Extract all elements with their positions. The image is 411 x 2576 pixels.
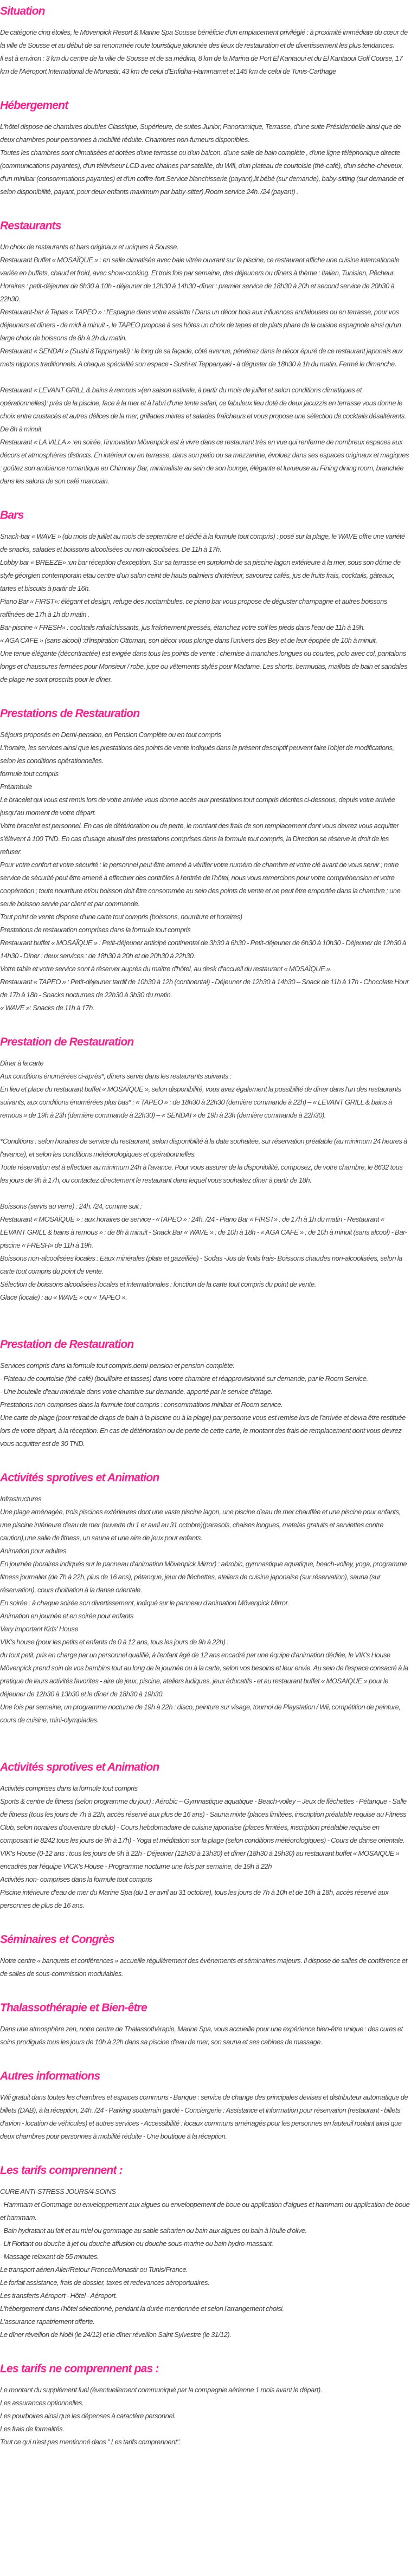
paragraph: Sports & centre de fitness (selon programme du jour) : Aérobic – Gymnastique aquatique - Beach-volley – Jeux de fléchettes - Pétanque - Salle de fitness (tous les jours de 7h à 22h, accès réservé aux plus de 16 ans) - Sauna mixte (places limitées, inscription préalable requise au Fitness Club, selon horaires d'ouverture du club) - Cours hebdomadaire de cuisine japonaise (places limitées, inscription préalable requise en composant le 8242 tous les jours de 9h à 17h) - Yoga et méditation sur la plage (selon conditions météorologiques) - Cours de danse orientale. <box>0 1797 407 1844</box>
paragraph: Une tenue élégante (décontractée) est exigée dans tous les points de vente : chemise à manches longues ou courtes, polo avec col, pantalons longs et chaussures fermées pour Monsieur / robe, jupe ou vêtements stylés pour Madame. Les shorts, bermudas, maillots de bain et sandales de plage ne sont proscrits pour le dîner. <box>0 649 408 683</box>
paragraph: Une carte de plage (pour retrait de draps de bain à la piscine ou à la plage) par personne vous est remise lors de l'arrivée et devra être restituée lors de votre départ, à la réception. En cas de détérioration ou de perte de cette carte, le montant des frais de remplacement dont vous devrez vous acquitter est de 30 TND. <box>0 1413 406 1448</box>
paragraph: Restaurant « MOSAÏQUE » : aux horaires de service - «TAPEO » : 24h. /24 - Piano Bar « FIRST» : de 17h à 1h du matin - Restaurant « LEVANT GRILL & bains à remous » : de 8h à minuit - Snack Bar « WAVE » : de 10h à 18h - « AGA CAFE » : de 10h à minuit (sans alcool) - Bar-piscine « FRESH» de 11h à 19h. <box>0 1215 407 1249</box>
paragraph: Piano Bar « FIRST»: élégant et design, refuge des noctambules, ce piano bar vous propose de déguster champagne et autres boissons raffinées de 17h à 1h du matin . <box>0 597 387 618</box>
section-restaurants <box>0 215 411 488</box>
paragraph: Une plage aménagée, trois piscines extérieures dont une vaste piscine lagon, une piscine d'eau de mer chauffée et une piscine pour enfants, une piscine intérieure d'eau de mer (ouverte du 1 er avril au 31 octobre)(parasols, chaises longues, matelas gratuits et serviettes contre caution),une salle de fitness, un sauna et une aire de jeux pour enfants. <box>0 1508 401 1542</box>
paragraph: Le bracelet qui vous est remis lors de votre arrivée vous donne accès aux prestations tout compris décrites ci-dessous, depuis votre arrivée jusqu'au moment de votre départ. <box>0 796 395 817</box>
paragraph: Piscine intérieure d'eau de mer du Marine Spa (du 1 er avril au 31 octobre), tous les jours de 7h à 10h et de 16h à 18h, accès réservé aux personnes de plus de 16 ans. <box>0 1888 389 1909</box>
section-heading: Prestations de Restauration <box>0 707 140 720</box>
paragraph: Aux conditions énumérées ci-après*, dîners servis dans les restaurants suivants : <box>0 1072 232 1080</box>
paragraph: Toute réservation est à effectuer au minimum 24h à l'avance. Pour vous assurer de la disponibilité, composez, de votre chambre, le 8632 tous les jours de 9h à 17h, ou contactez directement le restaurant dans lequel vous souhaitez dîner à partir de 18h. <box>0 1163 403 1184</box>
paragraph: Le forfait assistance, frais de dossier, taxes et redevances aéroportuaires. <box>0 2278 210 2287</box>
section-heading: Activités sprotives et Animation <box>0 1761 159 1773</box>
section-heading: Activités sprotives et Animation <box>0 1471 159 1484</box>
section-heading: Les tarifs comprennent : <box>0 2164 123 2177</box>
paragraph: - Une bouteille d'eau minérale dans votre chambre sur demande, apporté par le service d'étage. <box>0 1387 273 1396</box>
paragraph: Tout ce qui n'est pas mentionné dans " Les tarifs comprennent". <box>0 2438 181 2446</box>
section-les-tarifs-comprennent <box>0 2159 411 2341</box>
paragraph: Wifi gratuit dans toutes les chambres et espaces communs - Banque : service de change des principales devises et distributeur automatique de billets (DAB), à la réception, 24h. /24 - Parking souterrain gardé - Conciergerie : Assistance et information pour réservation (restaurant - billets d'avion - location de véhicules) et autres services - Accessibilité : locaux communs aménagés pour les personnes en fauteuil roulant ainsi que deux chambres pour personnes à mobilité réduite - Une boutique à la réception. <box>0 2093 408 2140</box>
spacer <box>0 371 411 384</box>
paragraph: formule tout compris <box>0 770 59 778</box>
paragraph: Animation en journée et en soirée pour enfants <box>0 1612 134 1620</box>
paragraph: Préambule <box>0 783 32 791</box>
paragraph: Restaurant buffet « MOSAÏQUE » : Petit-déjeuner anticipé continental de 3h30 à 6h30 - Petit-déjeuner de 6h30 à 10h30 - Déjeuner de 12h30 à 14h30 - Dîner : deux services : de 18h30 à 20h et de 20h30 à 22h30. <box>0 939 406 960</box>
paragraph: Restaurant « SENDAI » (Sushi &Teppanyaki) : le long de sa façade, côté avenue, pénétrez dans le décor épuré de ce restaurant japonais aux mets nippons traditionnels. A chaque spécialité son espace - Sushi et Teppanyaki - à déguster de 18h30 à 1h du matin. Fermé le dimanche. <box>0 347 403 368</box>
paragraph: Services compris dans la formule tout compris,demi-pension et pension-complète: <box>0 1361 235 1370</box>
paragraph: Toutes les chambres sont climatisées et dotées d'une terrasse ou d'un balcon, d'une salle de bain complète , d'une ligne téléphonique directe (communications payantes), d'un téléviseur LCD avec chaines par satellite, du Wifi, d'un plateau de courtoisie (thé-café), d'un sèche-cheveux, d'un minibar (consommations payantes) et d'un coffre-fort.Service blanchisserie (payant),lit bébé (sur demande), baby-sitting (sur demande et selon disponibilité, payant, pour deux enfants maximum par baby-sitter),Room service 24h. /24 (payant) . <box>0 149 404 196</box>
paragraph: Infrastructures <box>0 1495 42 1503</box>
section-heading: Situation <box>0 5 45 17</box>
paragraph: Les pourboires ainsi que les dépenses à caractère personnel. <box>0 2412 176 2420</box>
section-les-tarifs-ne-comprennent-pas <box>0 2358 411 2449</box>
section-bars <box>0 504 411 686</box>
paragraph: Un choix de restaurants et bars originaux et uniques à Sousse. <box>0 243 179 251</box>
paragraph: L'horaire, les services ainsi que les prestations des points de vente indiqués dans le présent descriptif peuvent faire l'objet de modifications, selon les conditions opérationnelles. <box>0 744 394 765</box>
paragraph: Les frais de formalités. <box>0 2425 65 2433</box>
paragraph: du tout petit, pris en charge par un personnel qualifié, à l'enfant âgé de 12 ans encadré par une équipe d'animation dédiée, le VIK's House Mövenpick prend soin de vos bambins tout au long de la journée ou à la carte, selon vos besoins et leur envie. Au sein de l'espace consacré à la pratique de leurs activités favorites - aire de jeux, piscine, ateliers ludiques, jeux éducatifs - et au restaurant buffet « MOSAIQUE » pour le déjeuner de 12h30 à 13h30 et le dîner de 18h30 à 19h30. <box>0 1651 408 1698</box>
paragraph: Le dîner réveillon de Noël (le 24/12) et le dîner réveillon Saint Sylvestre (le 31/12). <box>0 2330 232 2339</box>
paragraph: Restaurant « LA VILLA » :en soirée, l'innovation Mövenpick est à vivre dans ce restaurant très en vue qui renferme de nombreux espaces aux décors et atmosphères distincts. En intérieur ou en terrasse, dans son patio ou sa mezzanine, évoluez dans ses espaces originaux et magiques : goûtez son ambiance romantique au Chimney Bar, minimaliste au sein de son lounge, élégante et luxueuse au Fining dining room, branchée dans les salons de son café marocain. <box>0 438 409 485</box>
paragraph: Séjours proposés en Demi-pension, en Pension Complète ou en tout compris <box>0 731 221 739</box>
paragraph: Restaurant « TAPEO » : Petit-déjeuner tardif de 10h30 à 12h (continental) - Déjeuner de 12h30 à 14h30 – Snack de 11h à 17h - Chocolate Hour de 17h à 18h - Snacks nocturnes de 22h30 à 3h30 du matin. <box>0 978 409 999</box>
paragraph: Prestations de restauration comprises dans la formule tout compris <box>0 926 191 934</box>
paragraph: Boissons (servis au verre) : 24h. /24, comme suit : <box>0 1202 142 1210</box>
paragraph: Pour votre confort et votre sécurité : le personnel peut être amené à vérifier votre numéro de chambre et votre clé avant de vous servir ; notre service de sécurité peut être amené à effectuer des contrôles à l'entrée de l'hôtel, nous vous remercions pour votre compréhension et votre coopération ; toute nourriture et/ou boisson doit être consommée au sein des points de vente et ne peut être emportée dans la chambre ; une seule boisson servie par client et par commande. <box>0 861 401 908</box>
paragraph: Glace (locale) : au « WAVE » ou « TAPEO ». <box>0 1293 127 1301</box>
paragraph: De catégorie cinq étoiles, le Mövenpick Resort & Marine Spa Sousse bénéficie d'un emplacement privilégié : à proximité immédiate du cœur de la ville de Sousse et au début de sa renommée route touristique jalonnée des lieux de restauration et de divertissement les plus tendances. <box>0 28 408 49</box>
paragraph: Snack-bar « WAVE » (du mois de juillet au mois de septembre et dédié à la formule tout compris) : posé sur la plage, le WAVE offre une variété de snacks, salades et boissons alcoolisées ou non-alcoolisées. De 11h à 17h. <box>0 532 405 553</box>
paragraph: *Conditions : selon horaires de service du restaurant, selon disponibilité à la date souhaitée, sur réservation préalable (au minimum 24 heures à l'avance), et selon les conditions météorologiques et opérationnelles. <box>0 1137 407 1158</box>
section-activites-sprotives-et-animation <box>0 1756 411 1912</box>
paragraph: Prestations non-comprises dans la formule tout compris : consommations minibar et Room service. <box>0 1400 283 1409</box>
paragraph: L'hébergement dans l'hôtel sélectionné, pendant la durée mentionnée et selon l'arrangement choisi. <box>0 2304 284 2313</box>
section-situation <box>0 0 411 78</box>
spacer <box>0 1727 411 1740</box>
paragraph: - Hammam et Gommage ou enveloppement aux algues ou enveloppement de boue ou application d'algues et hammam ou application de boue et hammam. <box>0 2200 410 2222</box>
section-heading: Bars <box>0 509 24 521</box>
section-heading: Restaurants <box>0 219 61 232</box>
paragraph: Restaurant « LEVANT GRILL & bains à remous »(en saison estivale, à partir du mois de juillet et selon conditions climatiques et opérationnelles): près de la piscine, face à la mer et à l'abri d'une tente safari, ce fabuleux lieu doté de deux jacuzzis en terrasse vous donne le choix entre crustacés et autres délices de la mer, grillades mixtes et salades fraîcheurs et vous propose une sélection de cocktails désaltérants. De 8h à minuit. <box>0 386 407 433</box>
spacer <box>0 1122 411 1135</box>
paragraph: Sélection de boissons alcoolisées locales et internationales : fonction de la carte tout compris du point de vente. <box>0 1280 316 1288</box>
spacer <box>0 1187 411 1200</box>
paragraph: « WAVE »: Snacks de 11h à 17h. <box>0 1004 95 1012</box>
paragraph: Activités comprises dans la formule tout compris <box>0 1784 138 1792</box>
paragraph: Dans une atmosphère zen, notre centre de Thalassothérapie, Marine Spa, vous accueille pour une expérience bien-être unique : des cures et soins prodigués tous les jours de 10h à 22h dans sa piscine d'eau de mer, son sauna et ses cabines de massage. <box>0 2025 403 2046</box>
section-prestations-de-restauration <box>0 702 411 1015</box>
section-thalassotherapie-et-bien-etre <box>0 1997 411 2049</box>
section-seminaires-et-congres <box>0 1928 411 1980</box>
section-heading: Les tarifs ne comprennent pas : <box>0 2362 159 2375</box>
section-heading: Autres informations <box>0 2070 100 2082</box>
paragraph: « AGA CAFE » (sans alcool) :d'inspiration Ottoman, son décor vous plonge dans l'univers des Bey et de leur épopée de 10h à minuit. <box>0 636 377 644</box>
paragraph: Restaurant-bar à Tapas « TAPEO » : l'Espagne dans votre assiette ! Dans un décor bois aux influences andalouses ou en terrasse, pour vos déjeuners et dîners - de midi à minuit -, le TAPEO propose à ses hôtes un choix de tapas et de plats phare de la cuisine espagnole ainsi qu'un large choix de boissons de 8h à 2h du matin. <box>0 308 401 342</box>
paragraph: VIK's House (0-12 ans : tous les jours de 9h à 22h - Déjeuner (12h30 à 13h30) et dîner (18h30 à 19h30) au restaurant buffet « MOSAIQUE » encadrés par l'équipe VICK's House - Programme nocturne une fois par semaine, de 19h à 22h <box>0 1849 400 1870</box>
paragraph: L'assurance rapatriement offerte. <box>0 2317 95 2326</box>
paragraph: Lobby bar « BREEZE» :un bar réception d'exception. Sur sa terrasse en surplomb de sa piscine lagon extérieure à la mer, sous son dôme de style géorgien contemporain etau centre d'un salon ceint de hauts palmiers d'intérieur, savourez cafés, jus de fruits frais, cocktails, gâteaux, tartes et biscuits à partir de 16h. <box>0 558 401 592</box>
paragraph: Tout point de vente dispose d'une carte tout compris (boissons, nourriture et horaires) <box>0 913 242 921</box>
section-heading: Séminaires et Congrès <box>0 1933 114 1946</box>
paragraph: Les transferts Aéroport - Hôtel - Aéroport. <box>0 2291 117 2300</box>
paragraph: Horaires : petit-déjeuner de 6h30 à 10h - déjeuner de 12h30 à 14h30 -dîner : premier service de 18h30 à 20h et second service de 20h30 à 22h30. <box>0 282 395 303</box>
paragraph: Boissons non-alcoolisées locales : Eaux minérales (plate et gazéifiée) - Sodas -Jus de fruits frais- Boissons chaudes non-alcoolisées, selon la carte tout compris du point de vente. <box>0 1254 402 1275</box>
spacer <box>0 1304 411 1317</box>
paragraph: VIK's house (pour les petits et enfants de 0 à 12 ans, tous les jours de 9h à 22h) : <box>0 1638 229 1646</box>
paragraph: Le montant du supplément fuel (éventuellement communiqué par la compagnie aérienne 1 mois avant le départ). <box>0 2386 323 2394</box>
paragraph: - Bain hydratant au lait et au miel ou gommage au sable saharien ou bain aux algues ou bain à l'huile d'olive. <box>0 2226 307 2235</box>
paragraph: Activités non- comprises dans la formule tout compris <box>0 1875 152 1883</box>
paragraph: - Plateau de courtoisie (thé-café) (bouilloire et tasses) dans votre chambre et réapprovisionné sur demande, par le Room Service. <box>0 1374 368 1383</box>
paragraph: L'hôtel dispose de chambres doubles Classique, Supérieure, de suites Junior, Panoramique, Terrasse, d'une suite Présidentielle ainsi que de deux chambres pour personnes à mobilité réduite. Chambres non-fumeurs disponibles. <box>0 122 401 144</box>
paragraph: - Massage relaxant de 55 minutes. <box>0 2252 99 2261</box>
section-heading: Prestation de Restauration <box>0 1036 134 1048</box>
section-heading: Hébergement <box>0 99 68 112</box>
section-prestation-de-restauration <box>0 1031 411 1317</box>
paragraph: Votre bracelet est personnel. En cas de détérioration ou de perte, le montant des frais de son remplacement dont vous devrez vous acquitter s'élèvent à 100 TND. En cas d'usage abusif des prestations comprises dans la formule tout compris, la Direction se réserve le droit de les refuser. <box>0 822 399 856</box>
paragraph: Dîner à la carte <box>0 1059 44 1067</box>
paragraph: Il est à environ : 3 km du centre de la ville de Sousse et de sa médina, 8 km de la Marina de Port El Kantaoui et du El Kantaoui Golf Course, 17 km de l'Aéroport International de Monastir, 43 km de celui d'Enfidha-Hammamet et 145 km de celui de Tunis-Carthage <box>0 54 403 75</box>
paragraph: CURE ANTI-STRESS JOURS/4 SOINS <box>0 2187 116 2196</box>
paragraph: Votre table et votre service sont à réserver auprès du maître d'hôtel, au desk d'accueil du restaurant « MOSAÏQUE ». <box>0 965 332 973</box>
paragraph: Les assurances optionnelles. <box>0 2399 84 2407</box>
paragraph: Notre centre « banquets et conférences » accueille régulièrement des événements et séminaires majeurs. Il dispose de salles de conférence et de salles de sous-commission modulables. <box>0 1957 407 1978</box>
section-heading: Thalassothérapie et Bien-être <box>0 2002 147 2014</box>
paragraph: Very Important Kids' House <box>0 1625 79 1633</box>
paragraph: - Lit Flottant ou douche à jet ou douche affusion ou douche sous-marine ou bain hydro-massant. <box>0 2239 273 2248</box>
paragraph: En journée (horaires indiqués sur le panneau d'animation Mövenpick Mirror) : aérobic, gymnastique aquatique, beach-volley, yoga, programme fitness journalier (de 7h à 22h, plus de 16 ans), pétanque, jeux de fléchettes, ateliers de cuisine japonaise (sur réservation), sauna (sur réservation), cours d'initiation à la danse orientale. <box>0 1560 407 1594</box>
section-activites-sprotives-et-animation <box>0 1467 411 1740</box>
paragraph: Restaurant Buffet « MOSAÏQUE » : en salle climatisée avec baie vitrée ouvrant sur la piscine, ce restaurant affiche une cuisine internationale variée en buffets, chaud et froid, avec show-cooking. Et trois fois par semaine, des déjeuners ou dîners à thème : Italien, Tunisien, Pêcheur. <box>0 256 400 277</box>
section-prestation-de-restauration <box>0 1333 411 1450</box>
paragraph: En soirée : à chaque soirée son divertissement, indiqué sur le panneau d'animation Mövenpick Mirror. <box>0 1599 290 1607</box>
section-hebergement <box>0 94 411 198</box>
section-autres-informations <box>0 2065 411 2143</box>
paragraph: Une fois par semaine, un programme nocturne de 19h à 22h : disco, peinture sur visage, tournoi de Playstation / Wii, compétition de peinture, cours de cuisine, mini-olympiades. <box>0 1703 401 1724</box>
section-heading: Prestation de Restauration <box>0 1338 134 1351</box>
paragraph: En lieu et place du restaurant buffet « MOSAÏQUE », selon disponibilité, vous avez également la possibilité de dîner dans l'un des restaurants suivants, aux conditions énumérées plus bas* : « TAPEO » : de 18h30 à 22h30 (dernière commande à 22h) – « LEVANT GRILL & bains à remous » de 19h à 23h (dernière commande à 22h30) – « SENDAI » de 19h à 23h (dernière commande à 22h30). <box>0 1085 401 1119</box>
paragraph: Bar-piscine « FRESH» : cocktails rafraîchissants, jus fraîchement pressés, étanchez votre soif les pieds dans l'eau de 11h à 19h. <box>0 623 365 631</box>
paragraph: Animation pour adultes <box>0 1547 67 1555</box>
paragraph: Le transport aérien Aller/Retour France/Monastir ou Tunis/France. <box>0 2265 188 2274</box>
